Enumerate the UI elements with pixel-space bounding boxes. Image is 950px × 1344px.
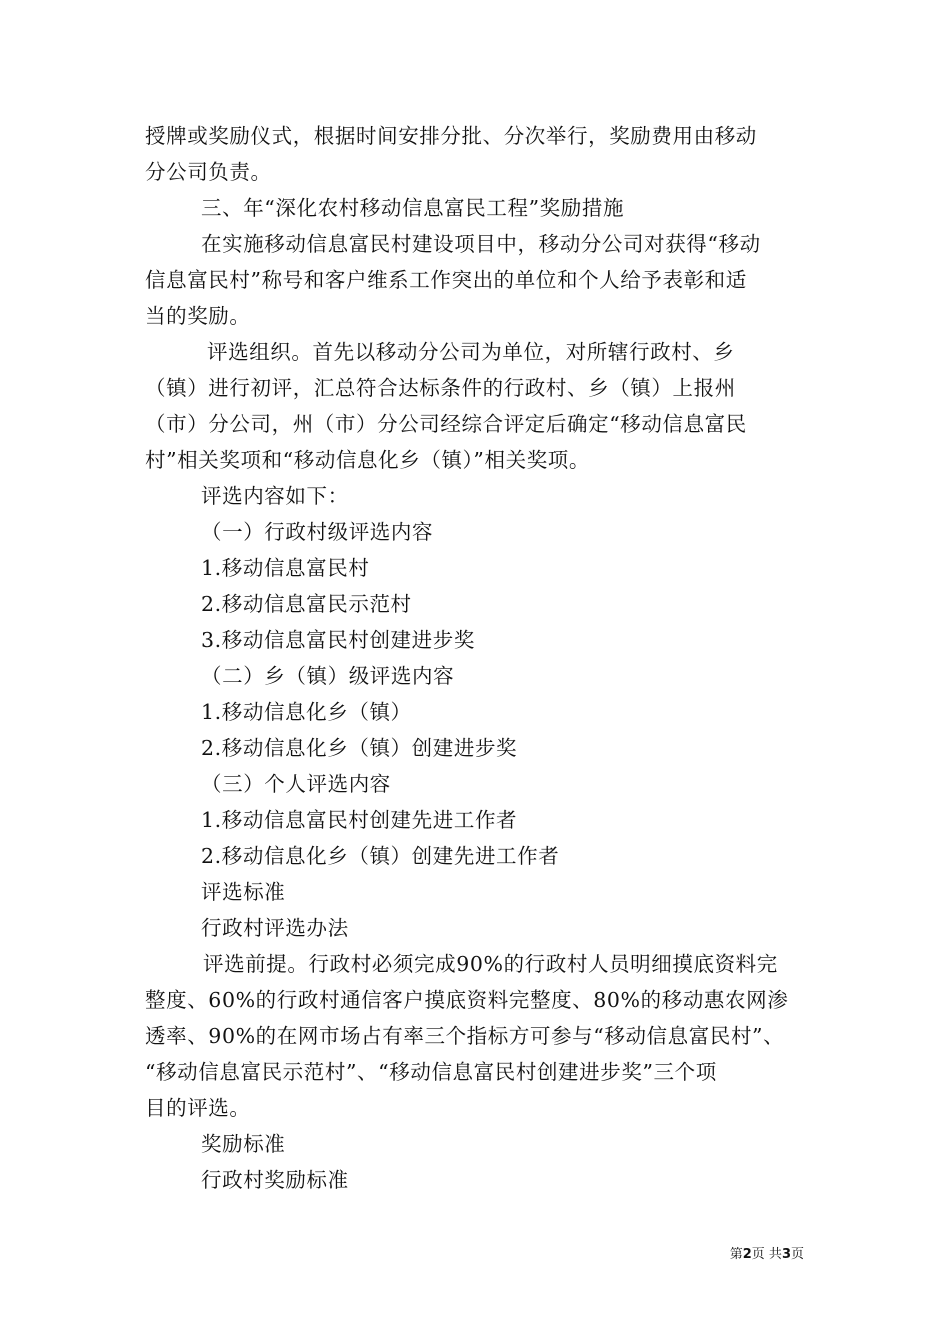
total-pages-number: 3 bbox=[781, 1247, 791, 1262]
text-line: 分公司负责。 bbox=[145, 160, 272, 184]
list-item: 2.移动信息化乡（镇）创建进步奖 bbox=[201, 736, 518, 760]
subheading: 评选标准 bbox=[201, 880, 286, 904]
text-line: 村”相关奖项和“移动信息化乡（镇）”相关奖项。 bbox=[145, 448, 590, 472]
list-item: 1.移动信息化乡（镇） bbox=[201, 700, 412, 724]
list-heading: （二）乡（镇）级评选内容 bbox=[201, 664, 455, 688]
list-heading: （一）行政村级评选内容 bbox=[201, 520, 434, 544]
list-item: 2.移动信息富民示范村 bbox=[201, 592, 412, 616]
text-line: 授牌或奖励仪式，根据时间安排分批、分次举行，奖励费用由移动 bbox=[145, 124, 757, 148]
footer-prefix: 第 bbox=[729, 1247, 743, 1262]
list-item: 3.移动信息富民村创建进步奖 bbox=[201, 628, 475, 652]
text-line: 透率、90%的在网市场占有率三个指标方可参与“移动信息富民村”、 bbox=[145, 1024, 785, 1048]
text-line: “移动信息富民示范村”、“移动信息富民村创建进步奖”三个项 bbox=[145, 1060, 717, 1084]
text-line: （镇）进行初评，汇总符合达标条件的行政村、乡（镇）上报州 bbox=[145, 376, 736, 400]
document-body bbox=[145, 118, 810, 1198]
subheading: 行政村评选办法 bbox=[201, 916, 349, 940]
text-line: 信息富民村”称号和客户维系工作突出的单位和个人给予表彰和适 bbox=[145, 268, 747, 292]
list-item: 1.移动信息富民村创建先进工作者 bbox=[201, 808, 518, 832]
text-line: （市）分公司，州（市）分公司经综合评定后确定“移动信息富民 bbox=[145, 412, 747, 436]
list-item: 1.移动信息富民村 bbox=[201, 556, 370, 580]
subheading: 行政村奖励标准 bbox=[201, 1168, 349, 1192]
footer-suffix: 页 bbox=[790, 1247, 804, 1262]
text-line: 整度、60%的行政村通信客户摸底资料完整度、80%的移动惠农网渗 bbox=[145, 988, 789, 1012]
text-line: 评选组织。首先以移动分公司为单位，对所辖行政村、乡 bbox=[207, 340, 735, 364]
text-line: 评选内容如下： bbox=[201, 484, 349, 508]
page-number-footer bbox=[730, 1247, 804, 1263]
text-line: 评选前提。行政村必须完成90%的行政村人员明细摸底资料完 bbox=[203, 952, 778, 976]
text-line: 当的奖励。 bbox=[145, 304, 251, 328]
current-page-number: 2 bbox=[742, 1247, 752, 1262]
list-heading: （三）个人评选内容 bbox=[201, 772, 391, 796]
subheading: 奖励标准 bbox=[201, 1132, 286, 1156]
text-line: 在实施移动信息富民村建设项目中，移动分公司对获得“移动 bbox=[201, 232, 761, 256]
section-heading: 三、年“深化农村移动信息富民工程”奖励措施 bbox=[201, 196, 625, 220]
text-line: 目的评选。 bbox=[145, 1096, 251, 1120]
list-item: 2.移动信息化乡（镇）创建先进工作者 bbox=[201, 844, 560, 868]
footer-middle: 页 共 bbox=[751, 1247, 782, 1262]
